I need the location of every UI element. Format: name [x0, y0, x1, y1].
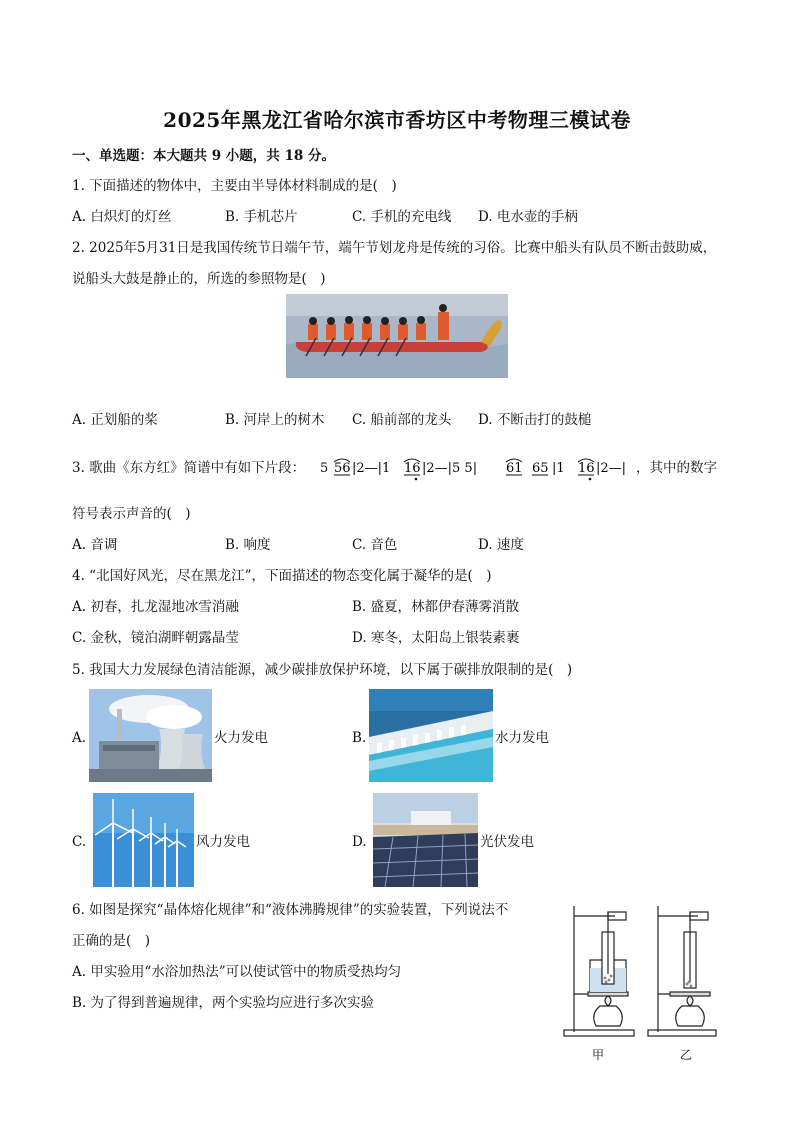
question-2-stem-line1: 2. 2025年5月31日是我国传统节日端午节，端午节划龙舟是传统的习俗。比赛中船头有队员不断击鼓助威， — [72, 240, 717, 256]
notation-note: 5 — [320, 461, 329, 476]
question-3-stem-pre: 3. 歌曲《东方红》简谱中有如下片段： — [72, 460, 306, 476]
q5-option-a-letter: A. — [72, 730, 87, 746]
q4-option-a: A. 初春，扎龙湿地冰雪消融 — [72, 599, 239, 615]
q3-option-b: B. 响度 — [225, 537, 271, 553]
question-6-stem-line2: 正确的是( ) — [72, 933, 151, 949]
q3-option-a: A. 音调 — [72, 537, 118, 553]
hydro-power-photo — [369, 689, 493, 782]
q5-option-d-caption: 光伏发电 — [480, 834, 534, 850]
section-heading: 一、单选题：本大题共 9 小题，共 18 分。 — [72, 148, 335, 164]
question-4-stem: 4. “北国好风光，尽在黑龙江”，下面描述的物态变化属于凝华的是( ) — [72, 568, 492, 584]
question-2-stem-line2: 说船头大鼓是静止的，所选的参照物是( ) — [72, 271, 326, 287]
q5-option-d-letter: D. — [352, 834, 367, 850]
notation-note: 61 — [506, 461, 523, 476]
q2-option-a: A. 正划船的桨 — [72, 412, 158, 428]
q2-option-b: B. 河岸上的树木 — [225, 412, 325, 428]
notation-note: |1 — [552, 461, 565, 476]
q4-option-c: C. 金秋，镜泊湖畔朝露晶莹 — [72, 630, 239, 646]
q1-option-a: A. 白炽灯的灯丝 — [72, 209, 172, 225]
q6-option-a: A. 甲实验用“水浴加热法”可以使试管中的物质受热均匀 — [72, 964, 402, 980]
q3-option-c: C. 音色 — [352, 537, 398, 553]
q5-option-b-letter: B. — [352, 730, 367, 746]
solar-power-photo — [373, 793, 478, 887]
question-1-stem: 1. 下面描述的物体中，主要由半导体材料制成的是( ) — [72, 178, 397, 194]
q6-option-b: B. 为了得到普遍规律，两个实验均应进行多次实验 — [72, 995, 375, 1011]
notation-note: 65 — [532, 461, 549, 476]
q5-option-c-caption: 风力发电 — [196, 834, 250, 850]
q2-option-d: D. 不断击打的鼓槌 — [478, 412, 592, 428]
question-3-stem-line2: 符号表示声音的( ) — [72, 506, 191, 522]
q1-option-c: C. 手机的充电线 — [352, 209, 452, 225]
apparatus-label-yi: 乙 — [680, 1048, 693, 1062]
notation-note: |2—|5 5| — [422, 461, 478, 476]
thermal-power-photo — [89, 689, 212, 782]
q5-option-a-caption: 火力发电 — [214, 730, 268, 746]
page-title: 2025年黑龙江省哈尔滨市香坊区中考物理三模试卷 — [163, 108, 631, 132]
apparatus-label-jia: 甲 — [592, 1048, 605, 1062]
question-3-stem-post: ，其中的数字 — [636, 460, 717, 476]
dragon-boat-photo — [286, 294, 508, 378]
notation-note: |2—|1 — [352, 461, 391, 476]
notation-note: 16 — [578, 461, 595, 476]
q5-option-c-letter: C. — [72, 834, 87, 850]
experiment-apparatus-diagram — [560, 902, 720, 1042]
question-5-stem: 5. 我国大力发展绿色清洁能源，减少碳排放保护环境，以下属于碳排放限制的是( ) — [72, 662, 573, 678]
q2-option-c: C. 船前部的龙头 — [352, 412, 452, 428]
q1-option-d: D. 电水壶的手柄 — [478, 209, 578, 225]
q4-option-b: B. 盛夏，林都伊春薄雾消散 — [352, 599, 520, 615]
q3-option-d: D. 速度 — [478, 537, 524, 553]
q5-option-b-caption: 水力发电 — [495, 730, 549, 746]
question-6-stem-line1: 6. 如图是探究“晶体熔化规律”和“液体沸腾规律”的实验装置，下列说法不 — [72, 902, 509, 918]
q4-option-d: D. 寒冬，太阳岛上银装素裹 — [352, 630, 520, 646]
notation-note: 16 — [404, 461, 421, 476]
q1-option-b: B. 手机芯片 — [225, 209, 298, 225]
wind-power-photo — [93, 793, 194, 887]
notation-note: 56 — [334, 461, 351, 476]
notation-note: |2—| — [596, 461, 627, 476]
music-notation — [320, 456, 630, 484]
